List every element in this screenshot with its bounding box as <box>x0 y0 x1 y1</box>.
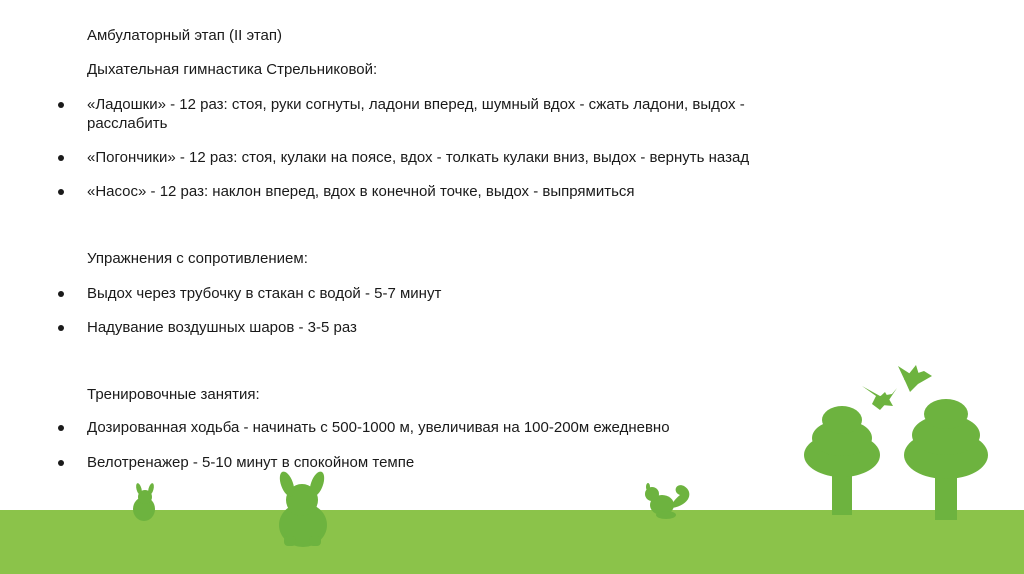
bullet <box>58 325 64 331</box>
list-item: Дозированная ходьба - начинать с 500-1000 м, увеличивая на 100-200м ежедневно <box>87 419 670 436</box>
list-item: «Погончики» - 12 раз: стоя, кулаки на поясе, вдох - толкать кулаки вниз, выдох - вернуть назад <box>87 149 750 166</box>
bullet <box>58 155 64 161</box>
ground <box>0 510 1024 574</box>
rabbit-icon <box>277 470 327 547</box>
bullet <box>58 189 64 195</box>
resistance-heading: Упражнения с сопротивлением: <box>87 250 308 267</box>
bird-icon <box>898 365 932 392</box>
rabbit-icon <box>133 483 155 521</box>
bird-icon <box>862 386 897 410</box>
bullet <box>58 425 64 431</box>
list-item: «Насос» - 12 раз: наклон вперед, вдох в конечной точке, выдох - выпрямиться <box>87 183 635 200</box>
bullet <box>58 291 64 297</box>
tree-icon <box>904 399 988 520</box>
tree-icon <box>804 406 880 515</box>
list-item: Выдох через трубочку в стакан с водой - 5-7 минут <box>87 285 442 302</box>
list-item: «Ладошки» - 12 раз: стоя, руки согнуты, ладони вперед, шумный вдох - сжать ладони, выдох - <box>87 96 745 113</box>
breathing-heading: Дыхательная гимнастика Стрельниковой: <box>87 61 378 78</box>
list-item: Надувание воздушных шаров - 3-5 раз <box>87 319 357 336</box>
stage-title: Амбулаторный этап (II этап) <box>87 27 282 44</box>
list-item-continuation: расслабить <box>87 115 168 132</box>
training-heading: Тренировочные занятия: <box>87 386 260 403</box>
list-item: Велотренажер - 5-10 минут в спокойном темпе <box>87 454 415 471</box>
bullet <box>58 102 64 108</box>
bullet <box>58 460 64 466</box>
